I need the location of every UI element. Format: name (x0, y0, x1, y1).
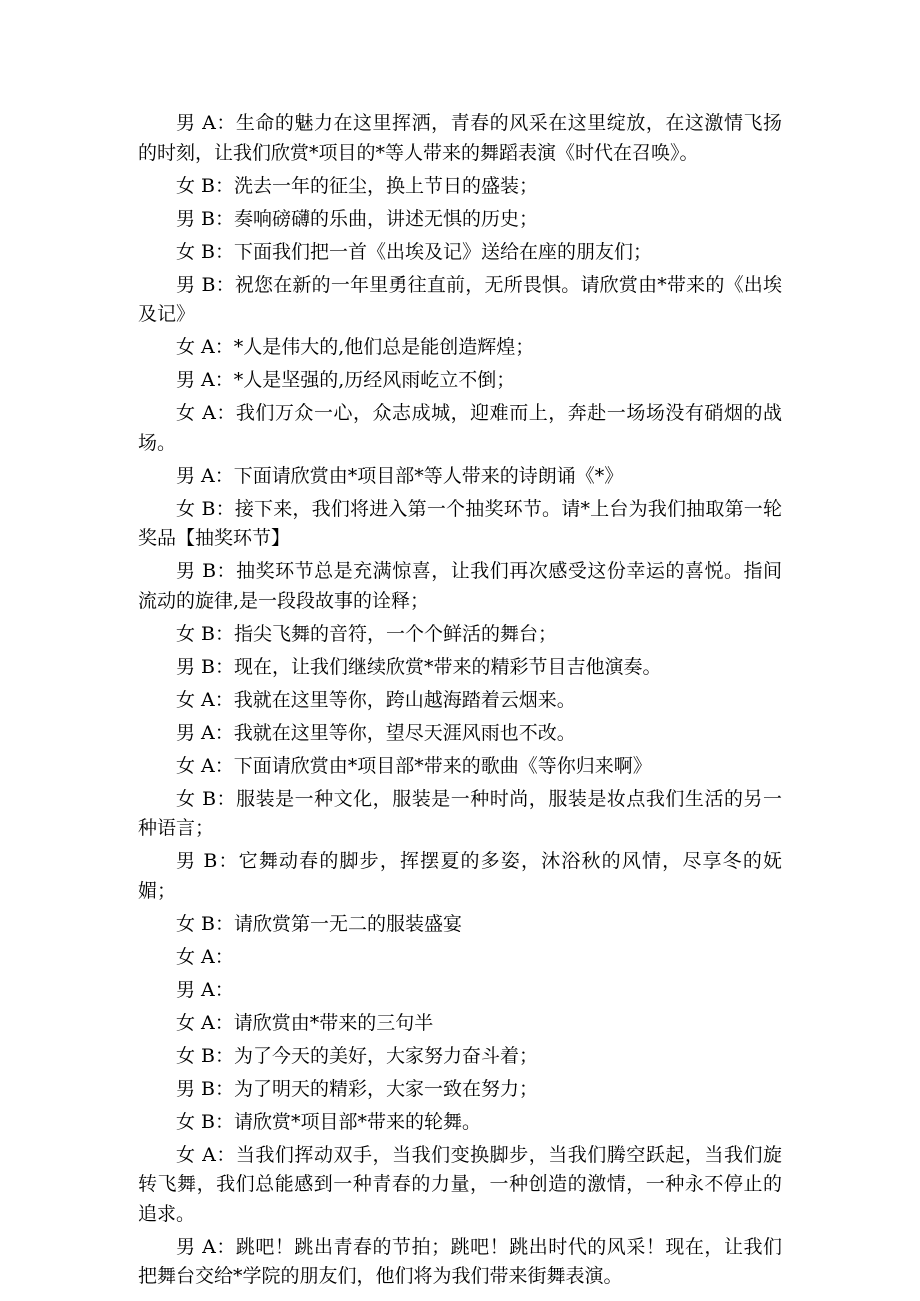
script-line: 男 A：下面请欣赏由*项目部*等人带来的诗朗诵《*》 (176, 464, 624, 487)
script-line: 女 B：指尖飞舞的音符，一个个鲜活的舞台； (176, 622, 558, 645)
script-line: 女 B：下面我们把一首《出埃及记》送给在座的朋友们； (176, 240, 653, 263)
script-text-body (138, 109, 782, 1295)
script-line: 女 A：当我们挥动双手，当我们变换脚步，当我们腾空跃起，当我们旋转飞舞，我们总能感到一种青春的力量，一种创造的激情，一种永不停止的追求。 (138, 1143, 782, 1225)
script-line: 男 B：它舞动春的脚步，挥摆夏的多姿，沐浴秋的风情，尽享冬的妩媚； (138, 850, 782, 902)
script-line: 男 B：奏响磅礴的乐曲，讲述无惧的历史； (176, 207, 539, 230)
script-line: 男 B：抽奖环节总是充满惊喜，让我们再次感受这份幸运的喜悦。指间流动的旋律,是一段段故事的诠释； (138, 560, 782, 612)
script-line: 女 A： (176, 945, 234, 968)
script-line: 女 B：接下来，我们将进入第一个抽奖环节。请*上台为我们抽取第一轮奖品【抽奖环节】 (138, 497, 782, 549)
script-line: 女 B：洗去一年的征尘，换上节日的盛装； (176, 174, 539, 197)
script-line: 男 A：跳吧！跳出青春的节拍；跳吧！跳出时代的风采！现在，让我们把舞台交给*学院的朋友们，他们将为我们带来街舞表演。 (138, 1235, 782, 1287)
script-line: 女 B：请欣赏第一无二的服装盛宴 (176, 912, 463, 935)
script-line: 男 B：为了明天的精彩，大家一致在努力； (176, 1077, 539, 1100)
script-line: 女 A：下面请欣赏由*项目部*带来的歌曲《等你归来啊》 (176, 754, 652, 777)
script-line: 男 A：生命的魅力在这里挥洒，青春的风采在这里绽放，在这激情飞扬的时刻，让我们欣赏*项目的*等人带来的舞蹈表演《时代在召唤》。 (138, 112, 782, 164)
script-line: 男 B：祝您在新的一年里勇往直前，无所畏惧。请欣赏由*带来的《出埃及记》 (138, 273, 782, 325)
script-line: 女 B：为了今天的美好，大家努力奋斗着； (176, 1044, 539, 1067)
script-line: 男 A：*人是坚强的,历经风雨屹立不倒； (176, 369, 516, 391)
script-line: 女 B：服装是一种文化，服装是一种时尚，服装是妆点我们生活的另一种语言； (138, 787, 782, 839)
script-line: 男 B：现在，让我们继续欣赏*带来的精彩节目吉他演奏。 (176, 655, 662, 678)
script-line: 男 A：我就在这里等你，望尽天涯风雨也不改。 (176, 721, 576, 744)
script-line: 女 A：请欣赏由*带来的三句半 (176, 1011, 434, 1034)
script-line: 女 A：我就在这里等你，跨山越海踏着云烟来。 (176, 688, 576, 711)
script-line: 女 A：我们万众一心，众志成城，迎难而上，奔赴一场场没有硝烟的战场。 (138, 402, 782, 454)
script-line: 女 A：*人是伟大的,他们总是能创造辉煌； (176, 336, 535, 358)
script-line: 男 A： (176, 978, 234, 1001)
script-line: 女 B：请欣赏*项目部*带来的轮舞。 (176, 1110, 482, 1133)
